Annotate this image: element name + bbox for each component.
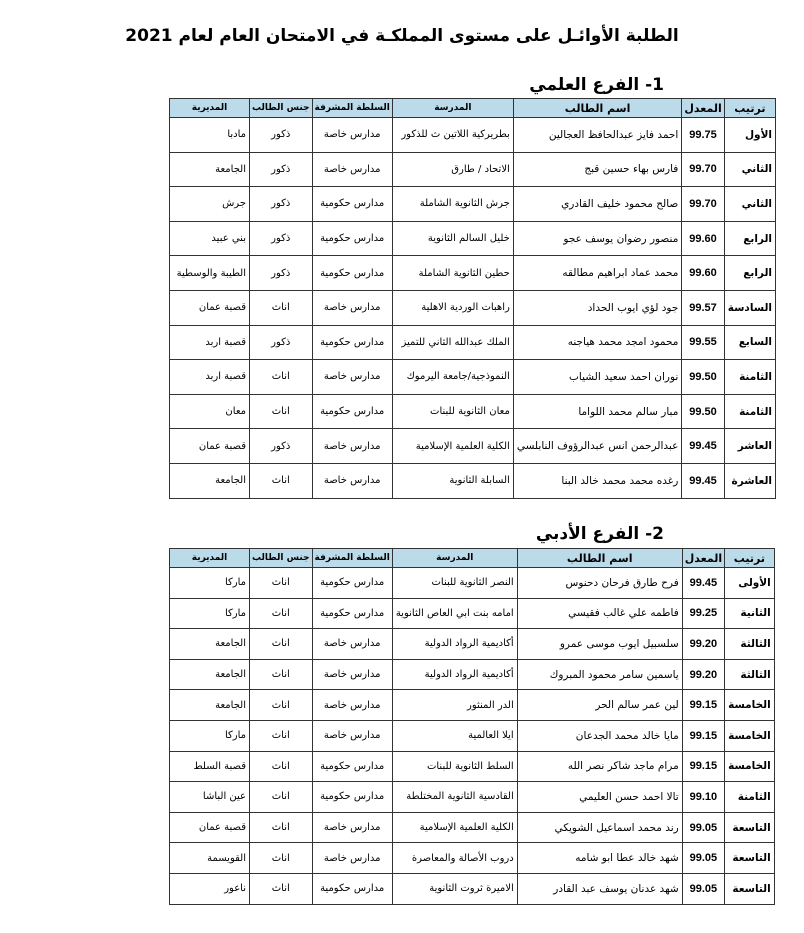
average-cell: 99.45 <box>682 463 724 498</box>
student-name-cell: عبدالرحمن انس عبدالرؤوف النابلسي <box>513 429 682 464</box>
average-cell: 99.75 <box>682 118 724 153</box>
school-cell: راهبات الوردية الاهلية <box>392 290 513 325</box>
school-cell: القادسية الثانوية المختلطة <box>392 782 517 813</box>
gender-cell: اناث <box>250 394 313 429</box>
authority-cell: مدارس خاصة <box>312 690 392 721</box>
gender-cell: ذكور <box>250 221 313 256</box>
authority-cell: مدارس حكومية <box>312 256 392 291</box>
directorate-cell: الجامعة <box>170 463 250 498</box>
table-row <box>170 325 776 360</box>
authority-cell: مدارس حكومية <box>312 751 392 782</box>
results-table-literary <box>169 548 775 905</box>
gender-cell: ذكور <box>250 325 313 360</box>
authority-cell: مدارس خاصة <box>312 812 392 843</box>
student-name-cell: ياسمين سامر محمود المبروك <box>517 659 682 690</box>
directorate-cell: جرش <box>170 187 250 222</box>
directorate-cell: مادبا <box>170 118 250 153</box>
average-cell: 99.15 <box>682 720 724 751</box>
directorate-cell: قصبة السلط <box>170 751 250 782</box>
rank-cell: الثامنة <box>724 394 775 429</box>
authority-cell: مدارس خاصة <box>312 290 392 325</box>
school-cell: الكلية العلمية الإسلامية <box>392 812 517 843</box>
school-cell: حطين الثانوية الشاملة <box>392 256 513 291</box>
student-name-cell: فارس بهاء حسين قبج <box>513 152 682 187</box>
gender-cell: اناث <box>250 290 313 325</box>
authority-cell: مدارس حكومية <box>312 394 392 429</box>
header-directorate: المديرية <box>170 549 250 568</box>
authority-cell: مدارس حكومية <box>312 598 392 629</box>
school-cell: امامه بنت ابي العاص الثانوية <box>392 598 517 629</box>
average-cell: 99.15 <box>682 690 724 721</box>
table-row <box>170 812 775 843</box>
directorate-cell: معان <box>170 394 250 429</box>
student-name-cell: مبار سالم محمد اللواما <box>513 394 682 429</box>
rank-cell: التاسعة <box>725 843 775 874</box>
table-row <box>170 843 775 874</box>
table-row <box>170 598 775 629</box>
average-cell: 99.10 <box>682 782 724 813</box>
directorate-cell: الجامعة <box>170 690 250 721</box>
authority-cell: مدارس حكومية <box>312 187 392 222</box>
directorate-cell: قصبة اربد <box>170 325 250 360</box>
header-average: المعدل <box>682 549 724 568</box>
directorate-cell: القويسمة <box>170 843 250 874</box>
directorate-cell: الجامعة <box>170 659 250 690</box>
school-cell: خليل السالم الثانوية <box>392 221 513 256</box>
average-cell: 99.20 <box>682 629 724 660</box>
average-cell: 99.70 <box>682 187 724 222</box>
school-cell: النموذجية/جامعة اليرموك <box>392 360 513 395</box>
authority-cell: مدارس خاصة <box>312 152 392 187</box>
rank-cell: الثاني <box>724 152 775 187</box>
school-cell: جرش الثانوية الشاملة <box>392 187 513 222</box>
directorate-cell: الجامعة <box>170 152 250 187</box>
school-cell: الاتحاد / طارق <box>392 152 513 187</box>
rank-cell: الرابع <box>724 256 775 291</box>
header-directorate: المديرية <box>170 99 250 118</box>
authority-cell: مدارس خاصة <box>312 720 392 751</box>
authority-cell: مدارس حكومية <box>312 873 392 904</box>
gender-cell: ذكور <box>250 118 313 153</box>
gender-cell: اناث <box>250 843 313 874</box>
directorate-cell: الجامعة <box>170 629 250 660</box>
header-school: المدرسة <box>392 99 513 118</box>
directorate-cell: ماركا <box>170 568 250 599</box>
school-cell: السابلة الثانوية <box>392 463 513 498</box>
student-name-cell: منصور رضوان يوسف عجو <box>513 221 682 256</box>
header-student-name: اسم الطالب <box>513 99 682 118</box>
header-gender: جنس الطالب <box>250 549 313 568</box>
rank-cell: الأول <box>724 118 775 153</box>
student-name-cell: محمود امجد محمد هياجنه <box>513 325 682 360</box>
rank-cell: الثاني <box>724 187 775 222</box>
table-header-row <box>170 99 776 118</box>
school-cell: أكاديمية الرواد الدولية <box>392 629 517 660</box>
average-cell: 99.57 <box>682 290 724 325</box>
average-cell: 99.05 <box>682 843 724 874</box>
gender-cell: اناث <box>250 598 313 629</box>
authority-cell: مدارس خاصة <box>312 629 392 660</box>
section-heading-literary: 2- الفرع الأدبي <box>535 524 664 544</box>
rank-cell: السادسة <box>724 290 775 325</box>
student-name-cell: شهد خالد عطا ابو شامه <box>517 843 682 874</box>
gender-cell: اناث <box>250 873 313 904</box>
directorate-cell: ناعور <box>170 873 250 904</box>
directorate-cell: قصبة عمان <box>170 812 250 843</box>
gender-cell: ذكور <box>250 429 313 464</box>
directorate-cell: ماركا <box>170 720 250 751</box>
average-cell: 99.05 <box>682 812 724 843</box>
average-cell: 99.25 <box>682 598 724 629</box>
directorate-cell: عين الباشا <box>170 782 250 813</box>
table-row <box>170 221 776 256</box>
student-name-cell: صالح محمود خليف القادري <box>513 187 682 222</box>
student-name-cell: فرح طارق فرحان دحنوس <box>517 568 682 599</box>
school-cell: السلط الثانوية للبنات <box>392 751 517 782</box>
gender-cell: اناث <box>250 360 313 395</box>
authority-cell: مدارس حكومية <box>312 568 392 599</box>
school-cell: بطريركية اللاتين ث للذكور <box>392 118 513 153</box>
authority-cell: مدارس خاصة <box>312 843 392 874</box>
student-name-cell: محمد عماد ابراهيم مطالقه <box>513 256 682 291</box>
table-row <box>170 187 776 222</box>
student-name-cell: نوران احمد سعيد الشياب <box>513 360 682 395</box>
header-school: المدرسة <box>392 549 517 568</box>
rank-cell: العاشرة <box>724 463 775 498</box>
gender-cell: اناث <box>250 629 313 660</box>
authority-cell: مدارس حكومية <box>312 782 392 813</box>
table-row <box>170 463 776 498</box>
table-row <box>170 256 776 291</box>
directorate-cell: ماركا <box>170 598 250 629</box>
table-header-row <box>170 549 775 568</box>
school-cell: الدر المنثور <box>392 690 517 721</box>
authority-cell: مدارس خاصة <box>312 429 392 464</box>
gender-cell: اناث <box>250 782 313 813</box>
school-cell: دروب الأصالة والمعاصرة <box>392 843 517 874</box>
table-row <box>170 394 776 429</box>
average-cell: 99.50 <box>682 360 724 395</box>
results-table-scientific <box>169 98 776 499</box>
gender-cell: اناث <box>250 751 313 782</box>
average-cell: 99.15 <box>682 751 724 782</box>
gender-cell: ذكور <box>250 187 313 222</box>
average-cell: 99.05 <box>682 873 724 904</box>
gender-cell: اناث <box>250 659 313 690</box>
student-name-cell: سلسبيل ايوب موسى عمرو <box>517 629 682 660</box>
table-row <box>170 568 775 599</box>
header-authority: السلطة المشرفة <box>312 99 392 118</box>
header-average: المعدل <box>682 99 724 118</box>
table-row <box>170 690 775 721</box>
authority-cell: مدارس حكومية <box>312 221 392 256</box>
table-row <box>170 118 776 153</box>
gender-cell: اناث <box>250 812 313 843</box>
gender-cell: اناث <box>250 568 313 599</box>
rank-cell: الخامسة <box>725 751 775 782</box>
header-rank: ترتيب <box>725 549 775 568</box>
gender-cell: ذكور <box>250 152 313 187</box>
section-heading-scientific: 1- الفرع العلمي <box>529 75 664 95</box>
rank-cell: التاسعة <box>725 812 775 843</box>
student-name-cell: لين عمر سالم الحر <box>517 690 682 721</box>
table-row <box>170 629 775 660</box>
rank-cell: الثالثة <box>725 629 775 660</box>
directorate-cell: بني عبيد <box>170 221 250 256</box>
authority-cell: مدارس خاصة <box>312 659 392 690</box>
authority-cell: مدارس خاصة <box>312 118 392 153</box>
rank-cell: التاسعة <box>725 873 775 904</box>
student-name-cell: شهد عدنان يوسف عبد القادر <box>517 873 682 904</box>
rank-cell: السابع <box>724 325 775 360</box>
rank-cell: الخامسة <box>725 720 775 751</box>
student-name-cell: جود لؤي ايوب الحداد <box>513 290 682 325</box>
directorate-cell: الطيبة والوسطية <box>170 256 250 291</box>
table-row <box>170 290 776 325</box>
rank-cell: الثامنة <box>725 782 775 813</box>
directorate-cell: قصبة عمان <box>170 429 250 464</box>
gender-cell: ذكور <box>250 256 313 291</box>
school-cell: الملك عبدالله الثاني للتميز <box>392 325 513 360</box>
school-cell: ايلا العالمية <box>392 720 517 751</box>
header-rank: ترتيب <box>724 99 775 118</box>
student-name-cell: تالا احمد حسن العليمي <box>517 782 682 813</box>
rank-cell: الثامنة <box>724 360 775 395</box>
average-cell: 99.45 <box>682 568 724 599</box>
student-name-cell: رند محمد اسماعيل الشويكي <box>517 812 682 843</box>
rank-cell: الرابع <box>724 221 775 256</box>
school-cell: أكاديمية الرواد الدولية <box>392 659 517 690</box>
header-authority: السلطة المشرفة <box>312 549 392 568</box>
student-name-cell: احمد فايز عبدالحافظ العجالين <box>513 118 682 153</box>
authority-cell: مدارس خاصة <box>312 360 392 395</box>
rank-cell: الأولى <box>725 568 775 599</box>
table-row <box>170 751 775 782</box>
directorate-cell: قصبة عمان <box>170 290 250 325</box>
table-row <box>170 782 775 813</box>
school-cell: الكلية العلمية الإسلامية <box>392 429 513 464</box>
student-name-cell: فاطمه علي غالب فقيسي <box>517 598 682 629</box>
header-gender: جنس الطالب <box>250 99 313 118</box>
table-row <box>170 659 775 690</box>
table-row <box>170 873 775 904</box>
school-cell: النصر الثانوية للبنات <box>392 568 517 599</box>
directorate-cell: قصبة اربد <box>170 360 250 395</box>
table-row <box>170 429 776 464</box>
average-cell: 99.50 <box>682 394 724 429</box>
school-cell: الاميرة ثروت الثانوية <box>392 873 517 904</box>
gender-cell: اناث <box>250 463 313 498</box>
student-name-cell: مرام ماجد شاكر نصر الله <box>517 751 682 782</box>
average-cell: 99.70 <box>682 152 724 187</box>
header-student-name: اسم الطالب <box>517 549 682 568</box>
authority-cell: مدارس خاصة <box>312 463 392 498</box>
rank-cell: العاشر <box>724 429 775 464</box>
rank-cell: الخامسة <box>725 690 775 721</box>
page-title: الطلبة الأوائـل على مستوى المملكـة في الامتحان العام لعام 2021 <box>125 26 679 46</box>
average-cell: 99.60 <box>682 256 724 291</box>
average-cell: 99.20 <box>682 659 724 690</box>
school-cell: معان الثانوية للبنات <box>392 394 513 429</box>
student-name-cell: مايا خالد محمد الجدعان <box>517 720 682 751</box>
gender-cell: اناث <box>250 690 313 721</box>
gender-cell: اناث <box>250 720 313 751</box>
rank-cell: الثانية <box>725 598 775 629</box>
rank-cell: الثالثة <box>725 659 775 690</box>
student-name-cell: رغده محمد محمد خالد البنا <box>513 463 682 498</box>
average-cell: 99.55 <box>682 325 724 360</box>
average-cell: 99.60 <box>682 221 724 256</box>
authority-cell: مدارس حكومية <box>312 325 392 360</box>
table-row <box>170 152 776 187</box>
average-cell: 99.45 <box>682 429 724 464</box>
table-row <box>170 720 775 751</box>
table-row <box>170 360 776 395</box>
